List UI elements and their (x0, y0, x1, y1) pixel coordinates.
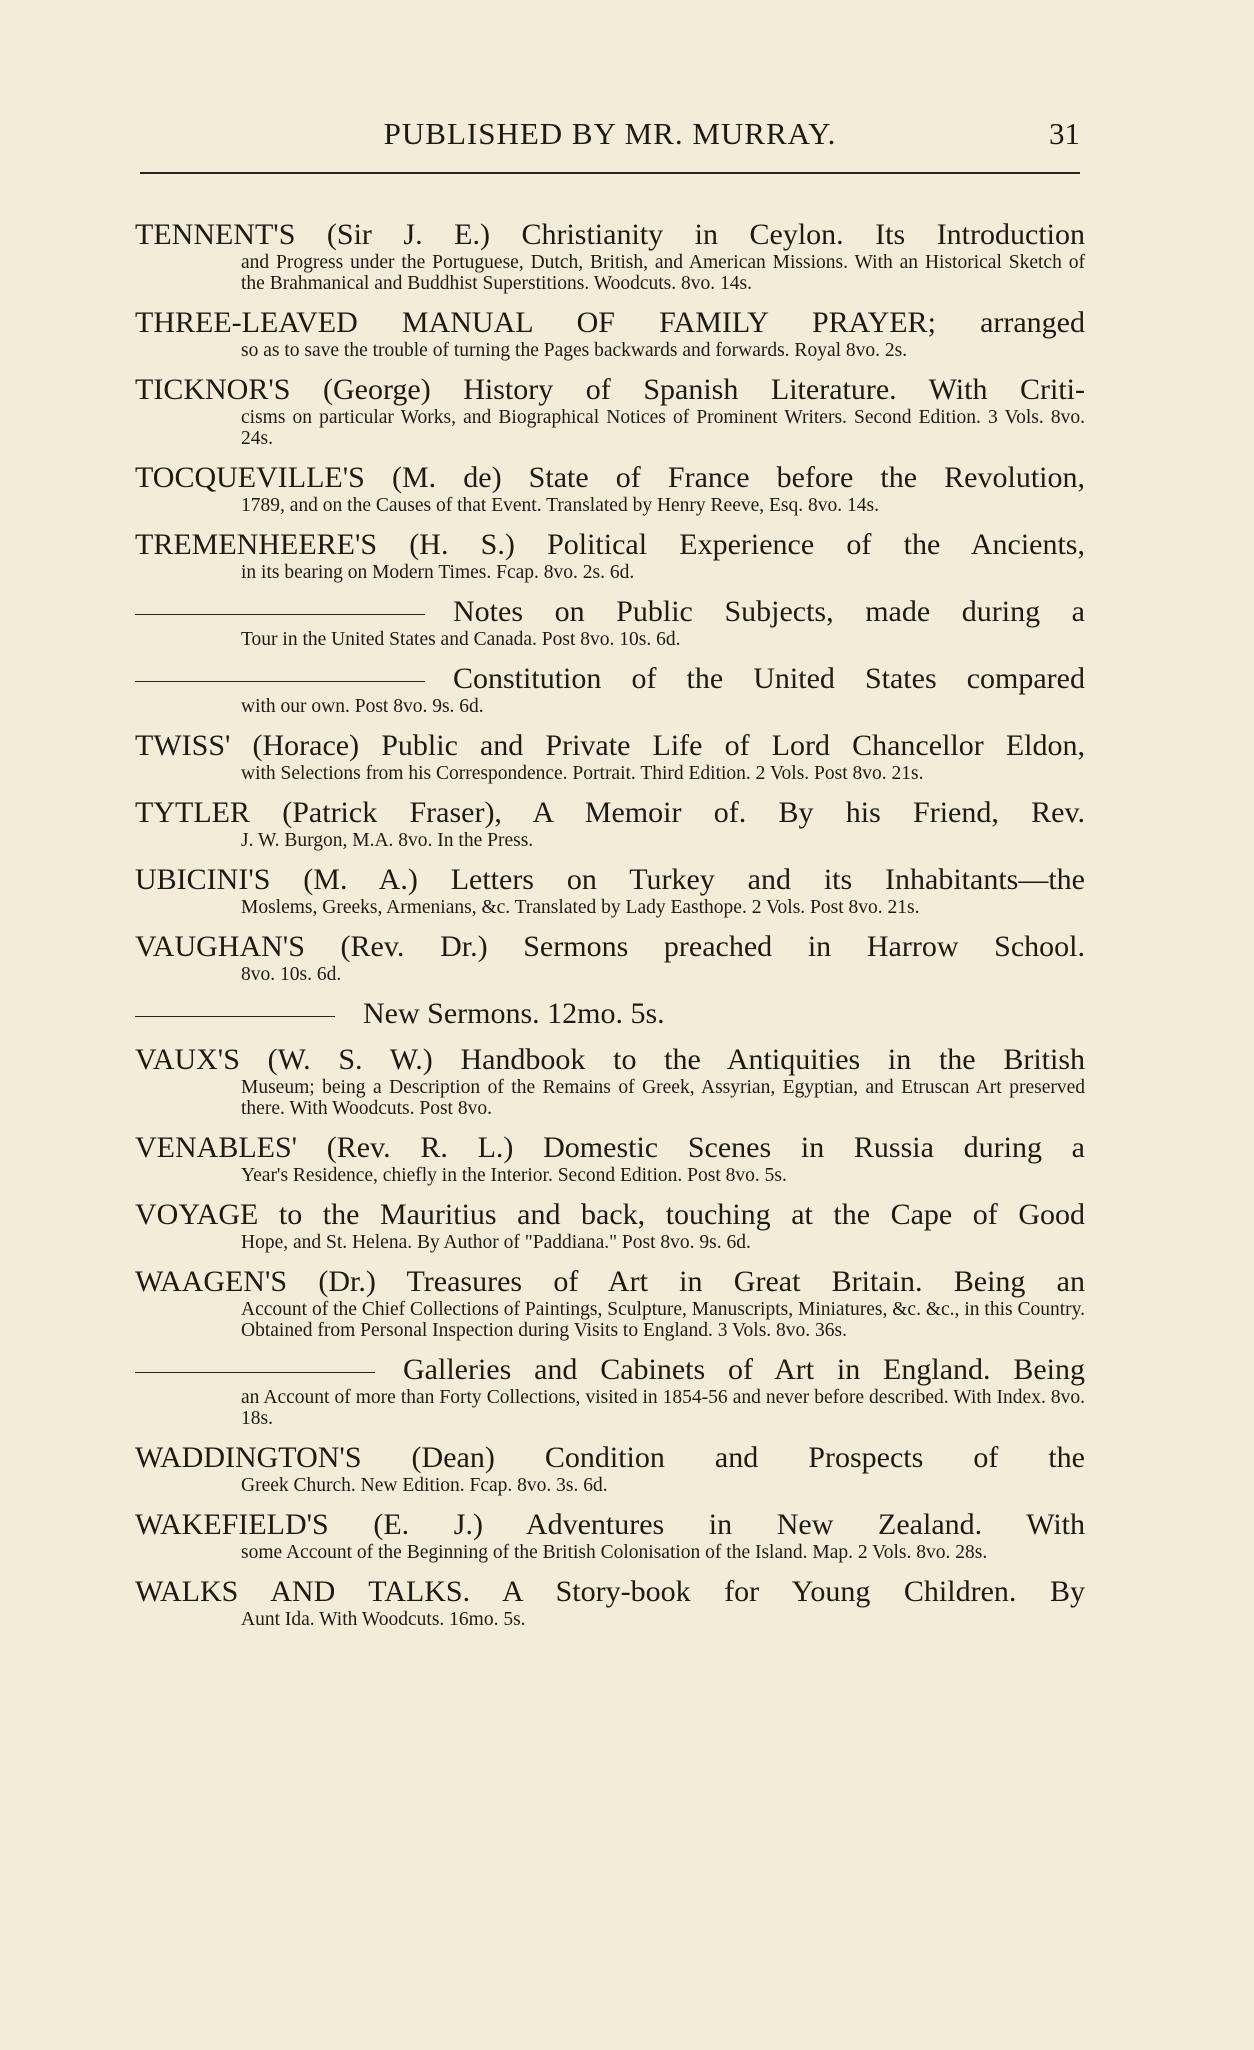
catalogue-entry (135, 1198, 1085, 1253)
entry-heading: New Sermons. 12mo. 5s. (363, 997, 665, 1030)
running-title: PUBLISHED BY MR. MURRAY. (383, 116, 837, 151)
catalogue-entry (135, 218, 1085, 294)
entry-details: an Account of more than Forty Collections, visited in 1854-56 and never before described. With Index. 8vo. 18s. (241, 1387, 1085, 1429)
entry-details: 1789, and on the Causes of that Event. Translated by Henry Reeve, Esq. 8vo. 14s. (241, 495, 879, 516)
catalogue-subentry (135, 595, 1085, 650)
catalogue-subentry (135, 662, 1085, 717)
entry-heading: THREE-LEAVED MANUAL OF FAMILY PRAYER; arranged (135, 306, 1085, 339)
entry-heading: Galleries and Cabinets of Art in England. Being (403, 1353, 1085, 1386)
catalogue-entry (135, 729, 1085, 784)
entry-heading: WADDINGTON'S (Dean) Condition and Prospects of the (135, 1441, 1085, 1474)
page-header (140, 112, 1080, 156)
ditto-dash (135, 614, 425, 615)
entry-heading: WAAGEN'S (Dr.) Treasures of Art in Great Britain. Being an (135, 1265, 1085, 1298)
ditto-dash (135, 681, 425, 682)
entry-details: and Progress under the Portuguese, Dutch, British, and American Missions. With an Historical Sketch of the Brahmanical and Buddhist Superstitions. Woodcuts. 8vo. 14s. (241, 252, 1085, 294)
entry-details: in its bearing on Modern Times. Fcap. 8vo. 2s. 6d. (241, 562, 635, 583)
catalogue-entry (135, 930, 1085, 985)
entry-details: J. W. Burgon, M.A. 8vo. In the Press. (241, 830, 534, 851)
entry-heading: Constitution of the United States compared (453, 662, 1085, 695)
ditto-dash (135, 1372, 375, 1373)
entry-details: Year's Residence, chiefly in the Interior. Second Edition. Post 8vo. 5s. (241, 1165, 787, 1186)
entry-details: cisms on particular Works, and Biographical Notices of Prominent Writers. Second Edition. 3 Vols. 8vo. 24s. (241, 407, 1085, 449)
entry-heading: VAUGHAN'S (Rev. Dr.) Sermons preached in Harrow School. (135, 930, 1085, 963)
entry-heading: Notes on Public Subjects, made during a (453, 595, 1085, 628)
entry-details: Hope, and St. Helena. By Author of "Paddiana." Post 8vo. 9s. 6d. (241, 1232, 751, 1253)
entry-heading: TWISS' (Horace) Public and Private Life of Lord Chancellor Eldon, (135, 729, 1085, 762)
catalogue-entry (135, 796, 1085, 851)
header-rule (140, 172, 1080, 174)
entry-heading: TICKNOR'S (George) History of Spanish Literature. With Criti- (135, 373, 1085, 406)
entry-heading: UBICINI'S (M. A.) Letters on Turkey and its Inhabitants—the (135, 863, 1085, 896)
catalogue-entries (135, 218, 1085, 1642)
entry-heading: VOYAGE to the Mauritius and back, touching at the Cape of Good (135, 1198, 1085, 1231)
entry-heading: TREMENHEERE'S (H. S.) Political Experience of the Ancients, (135, 528, 1085, 561)
catalogue-entry (135, 863, 1085, 918)
catalogue-subentry (135, 1353, 1085, 1429)
entry-details: Aunt Ida. With Woodcuts. 16mo. 5s. (241, 1609, 526, 1630)
catalogue-entry (135, 1575, 1085, 1630)
entry-details: with our own. Post 8vo. 9s. 6d. (241, 696, 484, 717)
catalogue-entry (135, 1131, 1085, 1186)
entry-details: with Selections from his Correspondence. Portrait. Third Edition. 2 Vols. Post 8vo. 21s. (241, 763, 924, 784)
catalogue-entry (135, 1508, 1085, 1563)
entry-heading: TOCQUEVILLE'S (M. de) State of France before the Revolution, (135, 461, 1085, 494)
entry-details: Tour in the United States and Canada. Post 8vo. 10s. 6d. (241, 629, 681, 650)
entry-heading: VENABLES' (Rev. R. L.) Domestic Scenes in Russia during a (135, 1131, 1085, 1164)
catalogue-entry (135, 306, 1085, 361)
entry-details: some Account of the Beginning of the British Colonisation of the Island. Map. 2 Vols. 8vo. 28s. (241, 1542, 988, 1563)
entry-heading: TENNENT'S (Sir J. E.) Christianity in Ceylon. Its Introduction (135, 218, 1085, 251)
ditto-dash (135, 1016, 335, 1017)
catalogue-subentry (135, 997, 1085, 1031)
entry-heading: WAKEFIELD'S (E. J.) Adventures in New Zealand. With (135, 1508, 1085, 1541)
catalogue-entry (135, 461, 1085, 516)
entry-details: Greek Church. New Edition. Fcap. 8vo. 3s. 6d. (241, 1475, 608, 1496)
entry-details: 8vo. 10s. 6d. (241, 964, 342, 985)
entry-heading: VAUX'S (W. S. W.) Handbook to the Antiquities in the British (135, 1043, 1085, 1076)
entry-heading: TYTLER (Patrick Fraser), A Memoir of. By his Friend, Rev. (135, 796, 1085, 829)
entry-heading: WALKS AND TALKS. A Story-book for Young Children. By (135, 1575, 1085, 1608)
entry-details: so as to save the trouble of turning the Pages backwards and forwards. Royal 8vo. 2s. (241, 340, 908, 361)
catalogue-entry (135, 1043, 1085, 1119)
catalogue-entry (135, 1441, 1085, 1496)
catalogue-entry (135, 373, 1085, 449)
entry-details: Museum; being a Description of the Remains of Greek, Assyrian, Egyptian, and Etruscan Art preserved there. With Woodcuts. Post 8vo. (241, 1077, 1085, 1119)
catalogue-entry (135, 1265, 1085, 1341)
page-number: 31 (1049, 116, 1080, 151)
entry-details: Account of the Chief Collections of Paintings, Sculpture, Manuscripts, Miniatures, &c. &c., in this Country. Obtained from Personal Inspection during Visits to England. 3 Vols. 8vo. 36s. (241, 1299, 1085, 1341)
catalogue-entry (135, 528, 1085, 583)
entry-details: Moslems, Greeks, Armenians, &c. Translated by Lady Easthope. 2 Vols. Post 8vo. 21s. (241, 897, 920, 918)
